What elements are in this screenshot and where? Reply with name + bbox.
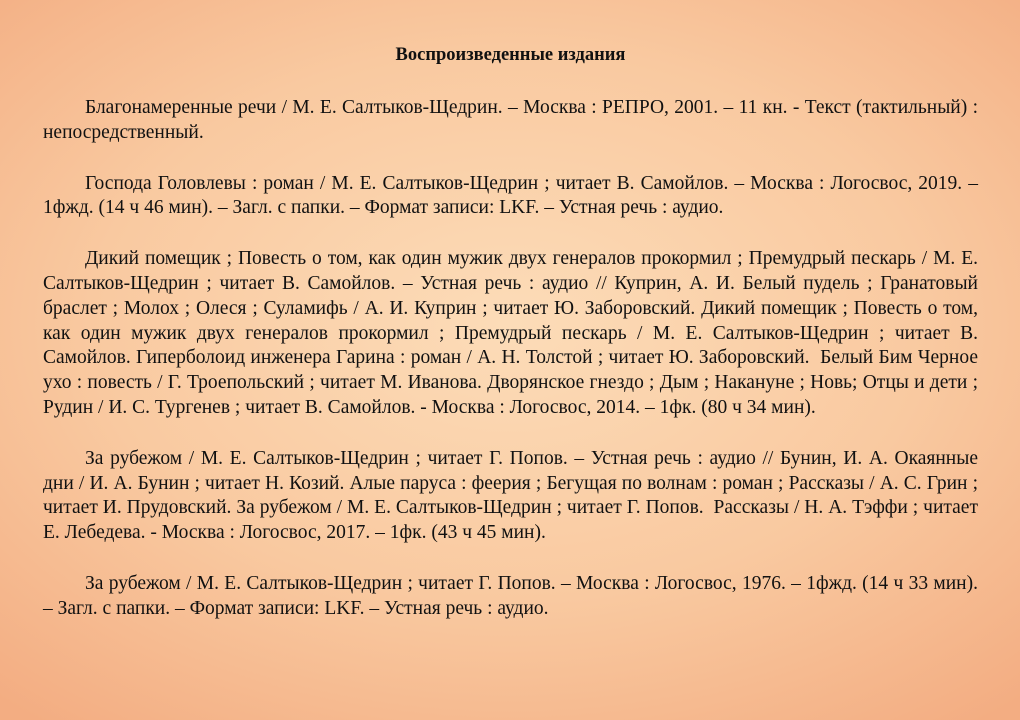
bibliography-entry: За рубежом / М. Е. Салтыков-Щедрин ; читает Г. Попов. – Москва : Логосвос, 1976. – 1фжд. (14 ч 33 мин). – Загл. с папки. – Формат записи: LKF. – Устная речь : аудио. [43, 572, 983, 619]
bibliography-entry: Благонамеренные речи / М. Е. Салтыков-Щедрин. – Москва : РЕПРО, 2001. – 11 кн. - Текст (тактильный) : непосредственный. [43, 97, 983, 143]
document-page [43, 43, 983, 648]
bibliography-entry: За рубежом / М. Е. Салтыков-Щедрин ; читает Г. Попов. – Устная речь : аудио // Бунин, И. А. Окаянные дни / И. А. Бунин ; читает Н. Козий. Алые паруса : феерия ; Бегущая по волнам : роман ; Рассказы / А. С. Грин ; читает И. Прудовский. За рубежом / М. Е. Салтыков-Щедрин ; читает Г. Попов. Рассказы / Н. А. Тэффи ; читает Е. Лебедева. - Москва : Логосвос, 2017. – 1фк. (43 ч 45 мин). [43, 447, 983, 544]
document-title: Воспроизведенные издания [395, 45, 626, 65]
bibliography-entry: Господа Головлевы : роман / М. Е. Салтыков-Щедрин ; читает В. Самойлов. – Москва : Логосвос, 2019. – 1фжд. (14 ч 46 мин). – Загл. с папки. – Формат записи: LKF. – Устная речь : аудио. [43, 172, 983, 219]
bibliography-entry: Дикий помещик ; Повесть о том, как один мужик двух генералов прокормил ; Премудрый пескарь / М. Е. Салтыков-Щедрин ; читает В. Самойлов. – Устная речь : аудио // Куприн, А. И. Белый пудель ; Гранатовый браслет ; Молох ; Олеся ; Суламифь / А. И. Куприн ; читает Ю. Заборовский. Дикий помещик ; Повесть о том, как один мужик двух генералов прокормил ; Премудрый пескарь / М. Е. Салтыков-Щедрин ; читает В. Самойлов. Гиперболоид инженера Гарина : роман / А. Н. Толстой ; читает Ю. Заборовский. Белый Бим Черное ухо : повесть / Г. Троепольский ; читает М. Иванова. Дворянское гнездо ; Дым ; Накануне ; Новь; Отцы и дети ; Рудин / И. С. Тургенев ; читает В. Самойлов. - Москва : Логосвос, 2014. – 1фк. (80 ч 34 мин). [43, 248, 983, 418]
